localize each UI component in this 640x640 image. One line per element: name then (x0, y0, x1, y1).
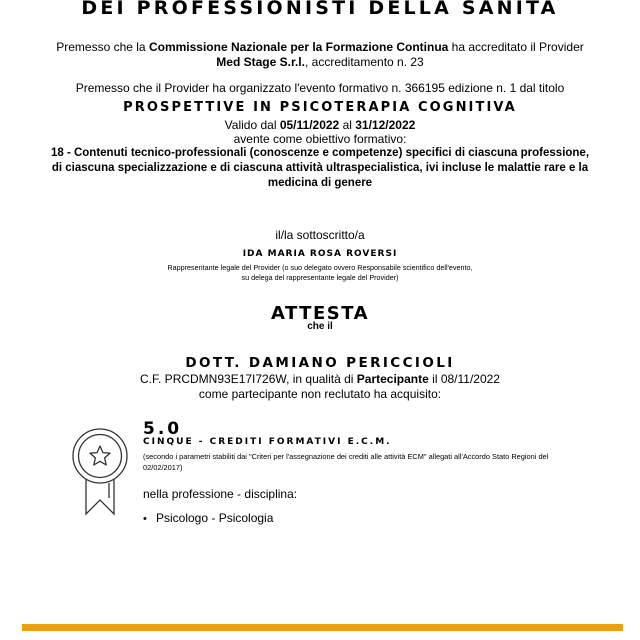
premise-event: Premesso che il Provider ha organizzato l'evento formativo n. 366195 edizione n. 1 dal titolo (75, 81, 565, 95)
premise-provider (0, 55, 640, 70)
participant-role: Partecipante (356, 372, 429, 386)
accreditation-number: , accreditamento n. 23 (304, 55, 424, 69)
attesta-heading: ATTESTA (270, 303, 370, 324)
premise-suffix: ha accreditato il Provider (448, 40, 584, 54)
participant-cf (0, 372, 640, 387)
validity-dates (0, 118, 640, 133)
valid-prefix: Valido dal (224, 118, 280, 132)
discipline-list (143, 511, 273, 525)
signer-role-line1: Rappresentante legale del Provider (o suo delegato ovvero Responsabile scientifico dell'evento, (167, 263, 473, 272)
commission-name: Commissione Nazionale per la Formazione Continua (148, 40, 449, 54)
provider-name: Med Stage S.r.l. (216, 55, 305, 69)
participant-acquired: come partecipante non reclutato ha acquisito: (198, 387, 442, 401)
participation-date: il 08/11/2022 (428, 372, 500, 386)
valid-mid: al (339, 118, 356, 132)
footer-accent-bar (22, 624, 623, 631)
valid-from: 05/11/2022 (279, 118, 340, 132)
objective-intro: avente come obiettivo formativo: (233, 132, 407, 146)
signer-intro: il/la sottoscritto/a (275, 228, 365, 242)
participant-name: DOTT. DAMIANO PERICCIOLI (185, 355, 455, 371)
premise-commission (0, 40, 640, 55)
credits-value: 5.0 (143, 419, 183, 439)
training-objective: 18 - Contenuti tecnico-professionali (conoscenze e competenze) specifici di ciascuna professione, di ciascuna specializzazione e di ciascuna attività ultraspecialistica, ivi incluse le malattie rare e la medicina di genere (50, 147, 590, 189)
valid-to: 31/12/2022 (355, 118, 416, 132)
event-title: PROSPETTIVE IN PSICOTERAPIA COGNITIVA (123, 100, 517, 115)
signer-name: IDA MARIA ROSA ROVERSI (242, 249, 398, 259)
cf-prefix: C.F. PRCDMN93E17I726W, in qualità di (140, 372, 357, 386)
discipline-item-label: Psicologo - Psicologia (156, 511, 274, 525)
discipline-item (143, 511, 273, 525)
premise-prefix: Premesso che la (56, 40, 149, 54)
credits-note: (secondo i parametri stabiliti dai "Criteri per l'assegnazione dei crediti alle attività ECM" allegati all'Accordo Stato Regioni del 02/02/2017) (143, 452, 549, 472)
certificate-title: DEI PROFESSIONISTI DELLA SANITA (81, 0, 559, 19)
credits-label: CINQUE - CREDITI FORMATIVI E.C.M. (143, 437, 392, 447)
medal-star-icon (60, 418, 140, 523)
discipline-label: nella professione - disciplina: (143, 487, 298, 501)
attesta-sub: che il (307, 321, 333, 332)
signer-role-line2: su delega del rappresentante legale del Provider) (241, 273, 399, 282)
